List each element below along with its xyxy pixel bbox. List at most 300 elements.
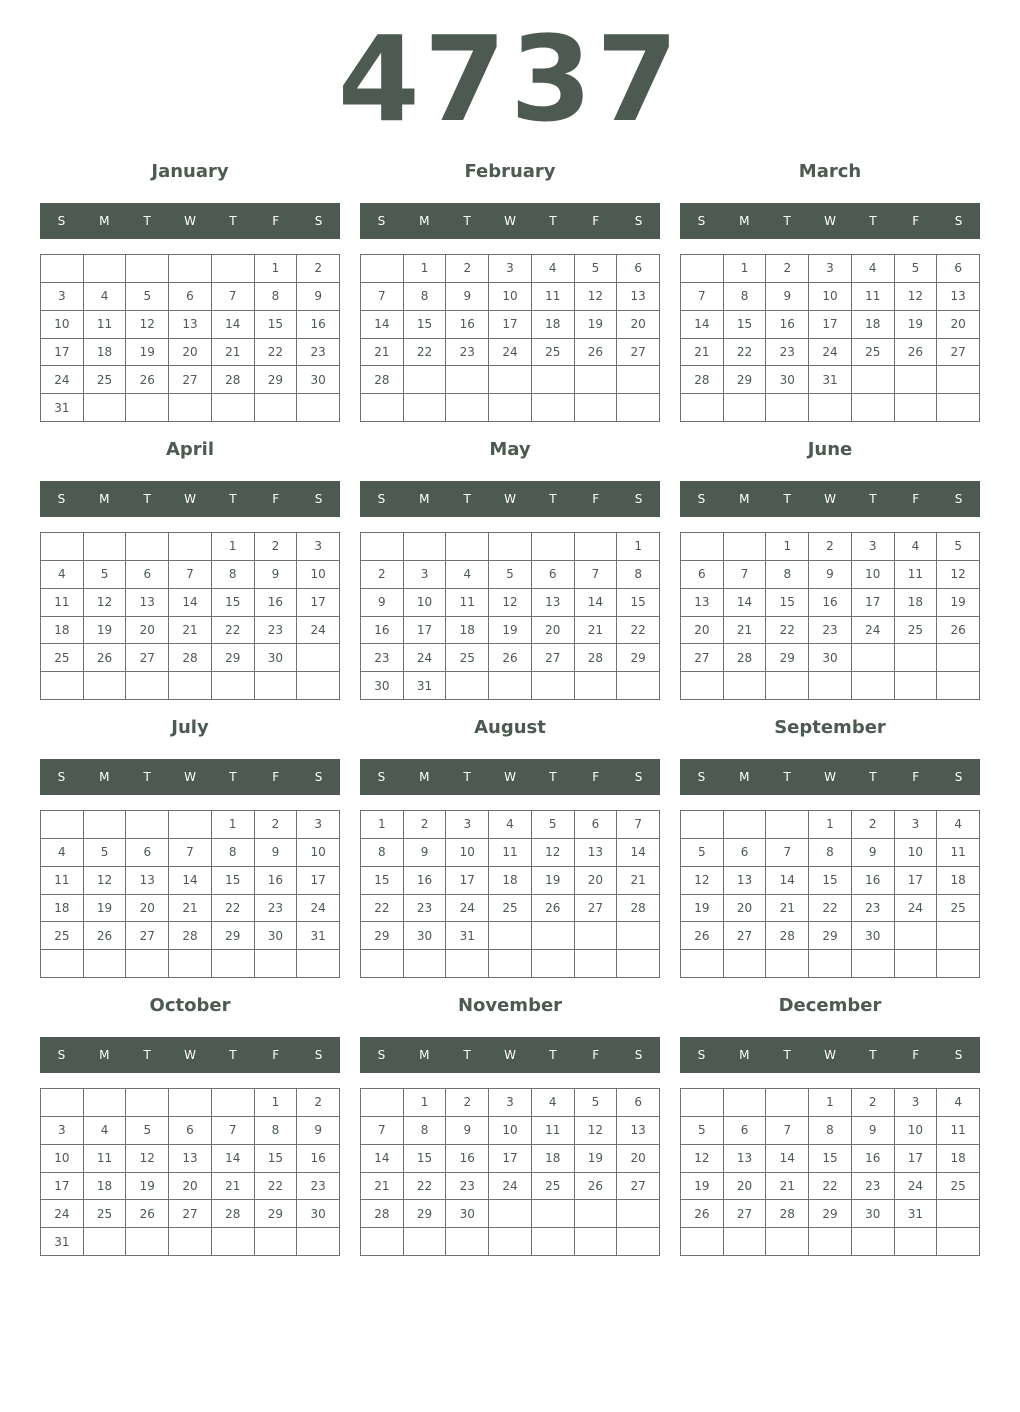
day-cell: 27 [617,1173,660,1201]
day-cell: 20 [126,617,169,645]
day-cell: 29 [724,366,767,394]
day-cell [126,255,169,283]
day-cell: 2 [852,1089,895,1117]
day-cell: 1 [809,811,852,839]
day-cell [361,394,404,422]
day-cell: 29 [617,644,660,672]
day-cell: 16 [255,589,298,617]
day-cell: 18 [532,1145,575,1173]
day-cell: 19 [575,1145,618,1173]
day-cell: 25 [489,895,532,923]
day-cell [41,950,84,978]
day-cell: 26 [489,644,532,672]
day-cell: 9 [446,283,489,311]
day-cell: 31 [297,922,340,950]
day-cell: 26 [84,644,127,672]
weekday-label: S [377,1048,386,1062]
weekday-label: W [184,770,196,784]
weekday-label: W [504,770,516,784]
day-cell [212,255,255,283]
day-cell: 19 [575,311,618,339]
day-cell [681,672,724,700]
day-cell [489,1200,532,1228]
day-cell [895,922,938,950]
day-cell: 29 [212,922,255,950]
day-cell: 7 [169,561,212,589]
month-june [680,434,980,712]
day-cell: 2 [404,811,447,839]
day-cell: 4 [937,811,980,839]
weekday-label: S [954,214,963,228]
day-cell: 22 [212,895,255,923]
day-cell: 12 [575,1117,618,1145]
day-cell: 11 [852,283,895,311]
weekday-label: T [463,1048,471,1062]
day-cell [532,1228,575,1256]
day-cell: 4 [532,255,575,283]
weekday-label: S [634,492,643,506]
day-cell: 11 [84,1145,127,1173]
day-cell: 28 [681,366,724,394]
day-cell: 3 [41,283,84,311]
day-cell [724,533,767,561]
day-cell: 26 [532,895,575,923]
day-cell: 27 [126,922,169,950]
day-cell: 24 [895,895,938,923]
day-cell: 21 [766,895,809,923]
day-cell: 11 [937,1117,980,1145]
day-cell: 23 [446,339,489,367]
day-cell: 6 [937,255,980,283]
day-cell: 9 [297,1117,340,1145]
day-cell: 23 [852,895,895,923]
day-cell [361,255,404,283]
day-cell: 12 [681,1145,724,1173]
day-cell: 13 [126,589,169,617]
day-cell: 2 [255,533,298,561]
day-cell: 1 [212,533,255,561]
day-cell: 24 [41,366,84,394]
day-cell [532,950,575,978]
month-name: May [489,439,531,460]
day-cell: 30 [766,366,809,394]
day-cell: 13 [126,867,169,895]
day-cell: 22 [809,1173,852,1201]
day-cell: 22 [212,617,255,645]
day-cell: 26 [681,922,724,950]
month-name: July [171,717,209,738]
month-may [360,434,660,712]
day-cell: 16 [852,867,895,895]
day-cell: 16 [297,1145,340,1173]
day-cell: 20 [724,1173,767,1201]
day-cell: 29 [404,1200,447,1228]
day-cell: 28 [361,1200,404,1228]
day-cell [84,533,127,561]
day-cell: 20 [169,1173,212,1201]
day-cell: 24 [895,1173,938,1201]
day-cell [126,950,169,978]
weekday-label: S [634,214,643,228]
day-cell: 5 [532,811,575,839]
day-cell: 22 [255,1173,298,1201]
month-name: February [464,161,556,182]
day-cell: 25 [41,644,84,672]
day-cell: 17 [41,339,84,367]
day-cell: 5 [489,561,532,589]
weekday-label: F [912,1048,920,1062]
day-cell [84,811,127,839]
day-cell: 24 [297,895,340,923]
weekday-label: T [143,770,151,784]
weekday-header [40,481,340,517]
day-cell: 8 [724,283,767,311]
day-cell: 20 [937,311,980,339]
day-grid [680,254,980,422]
day-cell: 13 [937,283,980,311]
day-cell: 26 [575,339,618,367]
day-cell: 21 [766,1173,809,1201]
weekday-header [40,1037,340,1073]
weekday-label: F [592,770,600,784]
day-cell: 31 [809,366,852,394]
day-cell [575,366,618,394]
day-cell: 9 [809,561,852,589]
day-cell [852,644,895,672]
day-cell [575,950,618,978]
month-february [360,156,660,434]
day-cell [532,366,575,394]
day-grid [40,532,340,700]
weekday-header [360,759,660,795]
day-cell: 17 [489,311,532,339]
day-cell [41,811,84,839]
day-cell: 17 [41,1173,84,1201]
day-cell: 1 [724,255,767,283]
day-cell: 18 [937,1145,980,1173]
weekday-header [40,203,340,239]
weekday-header [680,203,980,239]
day-cell [361,533,404,561]
day-cell: 31 [404,672,447,700]
day-cell: 4 [852,255,895,283]
day-grid [360,1088,660,1256]
weekday-label: F [272,770,280,784]
day-cell [809,672,852,700]
day-cell: 16 [361,617,404,645]
day-cell [169,394,212,422]
weekday-label: S [57,214,66,228]
day-cell: 1 [212,811,255,839]
day-cell: 25 [852,339,895,367]
day-cell: 27 [617,339,660,367]
day-cell: 14 [169,867,212,895]
day-cell: 6 [169,283,212,311]
day-cell [489,672,532,700]
day-cell: 23 [297,339,340,367]
day-cell [617,1200,660,1228]
day-cell: 10 [41,311,84,339]
day-cell: 20 [126,895,169,923]
day-cell: 6 [617,255,660,283]
day-cell [212,394,255,422]
weekday-header [360,1037,660,1073]
day-cell: 26 [937,617,980,645]
day-cell [446,1228,489,1256]
day-cell [169,950,212,978]
day-cell [169,533,212,561]
day-cell [766,672,809,700]
day-cell: 23 [361,644,404,672]
day-cell: 21 [361,339,404,367]
weekday-label: S [697,214,706,228]
day-cell [489,394,532,422]
day-cell: 31 [895,1200,938,1228]
day-cell: 14 [766,867,809,895]
day-cell: 11 [895,561,938,589]
weekday-label: W [824,492,836,506]
day-cell: 18 [84,339,127,367]
day-cell: 29 [766,644,809,672]
day-grid [680,1088,980,1256]
day-cell [575,1228,618,1256]
day-cell: 24 [852,617,895,645]
weekday-label: M [99,1048,110,1062]
day-cell: 20 [724,895,767,923]
day-cell: 3 [404,561,447,589]
day-cell: 19 [681,895,724,923]
weekday-label: M [739,770,750,784]
day-cell: 15 [809,867,852,895]
day-cell: 27 [532,644,575,672]
day-cell: 28 [766,1200,809,1228]
day-grid [680,532,980,700]
day-cell: 23 [297,1173,340,1201]
day-cell [937,922,980,950]
weekday-label: T [229,492,237,506]
weekday-label: T [549,1048,557,1062]
day-cell: 7 [361,283,404,311]
weekday-label: S [634,770,643,784]
day-cell: 5 [84,561,127,589]
day-cell: 23 [809,617,852,645]
day-cell: 15 [809,1145,852,1173]
day-cell: 4 [489,811,532,839]
day-cell [297,394,340,422]
day-cell: 29 [361,922,404,950]
day-cell: 1 [766,533,809,561]
day-cell: 28 [361,366,404,394]
day-cell: 29 [255,366,298,394]
day-cell [446,672,489,700]
day-cell: 8 [255,1117,298,1145]
day-cell [169,1228,212,1256]
weekday-label: S [377,492,386,506]
weekday-label: S [634,1048,643,1062]
weekday-label: T [783,214,791,228]
day-cell [126,672,169,700]
day-cell: 1 [404,1089,447,1117]
day-cell: 22 [361,895,404,923]
weekday-label: T [783,770,791,784]
day-cell: 25 [895,617,938,645]
day-cell [895,366,938,394]
month-april [40,434,340,712]
day-cell: 25 [446,644,489,672]
day-cell: 15 [212,589,255,617]
day-cell [681,950,724,978]
weekday-label: W [504,214,516,228]
day-cell [575,672,618,700]
month-september [680,712,980,990]
day-cell: 22 [404,339,447,367]
day-cell: 25 [41,922,84,950]
day-cell [809,394,852,422]
day-cell: 5 [575,1089,618,1117]
day-cell: 5 [937,533,980,561]
day-cell: 7 [361,1117,404,1145]
day-cell: 21 [169,617,212,645]
day-cell [937,672,980,700]
day-cell: 30 [852,1200,895,1228]
day-cell: 13 [575,839,618,867]
day-cell: 27 [126,644,169,672]
day-cell: 21 [212,1173,255,1201]
day-cell: 18 [41,895,84,923]
day-cell [895,644,938,672]
day-cell [361,1089,404,1117]
day-cell: 10 [404,589,447,617]
day-cell: 14 [766,1145,809,1173]
day-cell [255,1228,298,1256]
day-cell: 5 [575,255,618,283]
day-cell: 11 [937,839,980,867]
weekday-label: T [869,214,877,228]
day-cell [809,950,852,978]
day-cell: 15 [724,311,767,339]
day-cell: 13 [724,867,767,895]
day-cell [41,255,84,283]
weekday-label: M [419,492,430,506]
day-cell: 11 [532,1117,575,1145]
day-cell: 10 [895,839,938,867]
day-cell: 25 [532,339,575,367]
day-cell: 13 [617,283,660,311]
day-cell: 29 [809,922,852,950]
day-cell [404,533,447,561]
day-cell [446,950,489,978]
day-cell: 22 [617,617,660,645]
day-cell: 12 [489,589,532,617]
day-cell [575,533,618,561]
weekday-label: W [504,492,516,506]
day-cell: 29 [255,1200,298,1228]
day-cell: 16 [766,311,809,339]
month-july [40,712,340,990]
day-cell: 4 [937,1089,980,1117]
day-cell: 30 [809,644,852,672]
day-cell: 20 [617,311,660,339]
day-cell: 16 [404,867,447,895]
day-cell [84,672,127,700]
day-cell: 8 [809,839,852,867]
day-cell [617,1228,660,1256]
day-cell: 4 [84,283,127,311]
day-cell: 20 [681,617,724,645]
day-cell: 4 [84,1117,127,1145]
day-cell [212,1089,255,1117]
weekday-label: F [592,214,600,228]
day-cell: 9 [297,283,340,311]
day-cell: 15 [255,311,298,339]
weekday-label: T [869,492,877,506]
day-cell: 5 [84,839,127,867]
day-cell: 27 [681,644,724,672]
day-cell [489,1228,532,1256]
day-cell: 27 [169,1200,212,1228]
day-cell: 21 [169,895,212,923]
weekday-header [680,1037,980,1073]
day-cell: 15 [404,311,447,339]
day-cell [446,533,489,561]
day-cell: 22 [255,339,298,367]
day-cell: 19 [937,589,980,617]
weekday-label: S [697,1048,706,1062]
day-cell: 31 [446,922,489,950]
day-cell [297,1228,340,1256]
day-cell: 18 [489,867,532,895]
day-cell [169,255,212,283]
day-cell: 28 [169,922,212,950]
weekday-label: S [314,1048,323,1062]
weekday-label: S [57,770,66,784]
day-cell: 16 [297,311,340,339]
day-cell: 6 [532,561,575,589]
day-cell [681,1089,724,1117]
day-cell [84,255,127,283]
day-cell: 29 [809,1200,852,1228]
weekday-label: F [592,492,600,506]
day-cell: 17 [297,867,340,895]
day-cell: 14 [575,589,618,617]
month-name: October [149,995,231,1016]
day-cell: 8 [809,1117,852,1145]
day-cell: 18 [895,589,938,617]
day-cell: 14 [361,1145,404,1173]
day-cell [126,1228,169,1256]
day-cell: 16 [852,1145,895,1173]
day-cell: 7 [766,1117,809,1145]
day-cell [126,1089,169,1117]
day-cell: 24 [297,617,340,645]
day-cell: 28 [169,644,212,672]
day-cell: 2 [852,811,895,839]
weekday-label: F [912,770,920,784]
day-cell: 12 [84,589,127,617]
weekday-label: S [954,770,963,784]
month-name: June [807,439,853,460]
day-cell [895,950,938,978]
weekday-label: W [184,492,196,506]
weekday-label: T [143,1048,151,1062]
day-cell: 17 [895,1145,938,1173]
weekday-label: T [869,1048,877,1062]
day-cell: 19 [84,895,127,923]
day-cell: 9 [446,1117,489,1145]
day-cell [255,672,298,700]
day-grid [40,810,340,978]
day-cell [361,950,404,978]
